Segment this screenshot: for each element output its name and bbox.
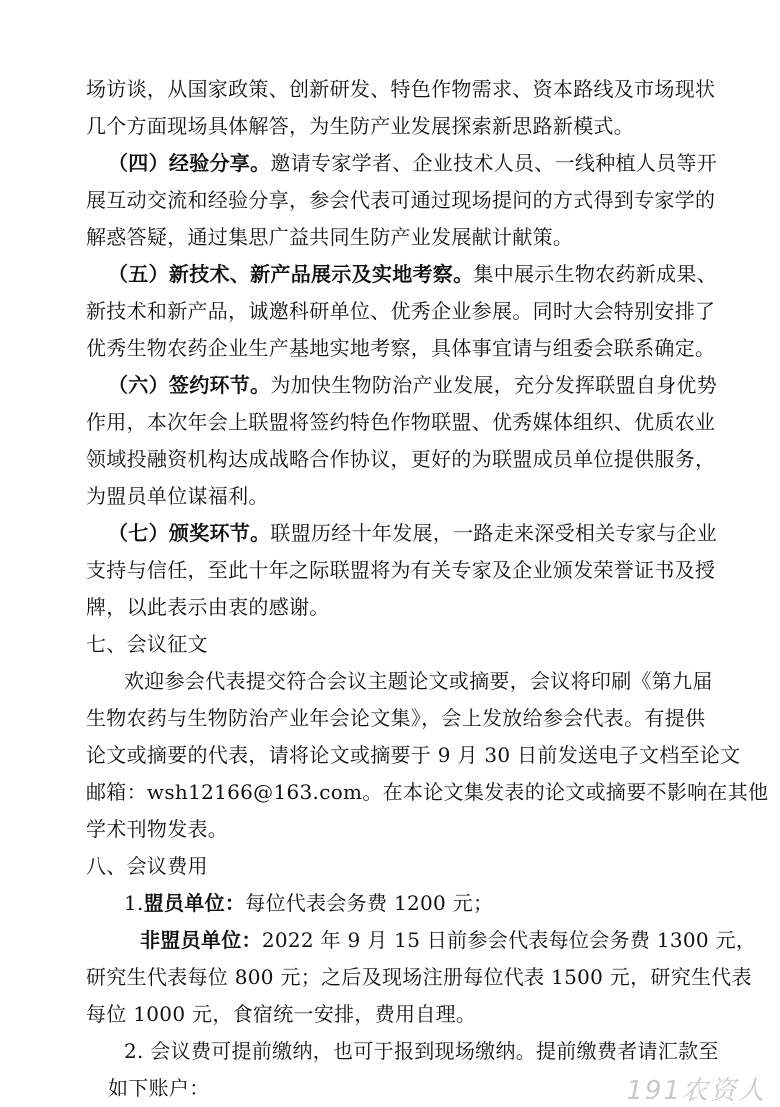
chapter-heading-seven: 七、会议征文 bbox=[86, 632, 208, 656]
paragraph-line: 优秀生物农药企业生产基地实地考察，具体事宜请与组委会联系确定。 bbox=[86, 336, 716, 360]
paragraph-line: 研究生代表每位 800 元；之后及现场注册每位代表 1500 元，研究生代表 bbox=[86, 965, 752, 989]
paragraph-line: 邮箱：wsh12166@163.com。在本论文集发表的论文或摘要不影响在其他 bbox=[86, 780, 769, 804]
paragraph-line: 场访谈，从国家政策、创新研发、特色作物需求、资本路线及市场现状 bbox=[86, 77, 716, 101]
chapter-heading-eight: 八、会议费用 bbox=[86, 854, 208, 878]
section-four-heading-line: （四）经验分享。邀请专家学者、企业技术人员、一线种植人员等开 bbox=[108, 151, 718, 175]
paragraph-line: 几个方面现场具体解答，为生防产业发展探索新思路新模式。 bbox=[86, 114, 635, 138]
section-six-heading-line: （六）签约环节。为加快生物防治产业发展，充分发挥联盟自身优势 bbox=[108, 373, 718, 397]
non-member-fee-line: 非盟员单位：2022 年 9 月 15 日前参会代表每位会务费 1300 元， bbox=[140, 928, 757, 952]
section-seven-title: （七）颁奖环节。 bbox=[108, 521, 271, 545]
paragraph-line: 每位 1000 元，食宿统一安排，费用自理。 bbox=[86, 1002, 477, 1026]
watermark-logo: 191农资人 bbox=[626, 1076, 766, 1106]
paragraph-line: 支持与信任，至此十年之际联盟将为有关专家及企业颁发荣誉证书及授 bbox=[86, 558, 716, 582]
paragraph-line: 学术刊物发表。 bbox=[86, 817, 229, 841]
paragraph-line: 新技术和新产品，诚邀科研单位、优秀企业参展。同时大会特别安排了 bbox=[86, 299, 716, 323]
section-seven-heading-line: （七）颁奖环节。联盟历经十年发展，一路走来深受相关专家与企业 bbox=[108, 521, 718, 545]
member-fee-line: 1.盟员单位：每位代表会务费 1200 元； bbox=[124, 891, 494, 915]
paragraph-line: 论文或摘要的代表，请将论文或摘要于 9 月 30 日前发送电子文档至论文 bbox=[86, 743, 741, 767]
paragraph-line: 欢迎参会代表提交符合会议主题论文或摘要，会议将印刷《第九届 bbox=[124, 669, 713, 693]
paragraph-line: 生物农药与生物防治产业年会论文集》，会上发放给参会代表。有提供 bbox=[86, 706, 706, 730]
payment-line: 2. 会议费可提前缴纳，也可于报到现场缴纳。提前缴费者请汇款至 bbox=[124, 1039, 719, 1063]
section-five-title: （五）新技术、新产品展示及实地考察。 bbox=[108, 262, 474, 286]
paragraph-line: 作用，本次年会上联盟将签约特色作物联盟、优秀媒体组织、优质农业 bbox=[86, 410, 716, 434]
paragraph-line: 领域投融资机构达成战略合作协议，更好的为联盟成员单位提供服务， bbox=[86, 447, 716, 471]
payment-line: 如下账户： bbox=[108, 1076, 210, 1100]
paragraph-line: 展互动交流和经验分享，参会代表可通过现场提问的方式得到专家学的 bbox=[86, 188, 716, 212]
section-five-heading-line: （五）新技术、新产品展示及实地考察。集中展示生物农药新成果、 bbox=[108, 262, 718, 286]
member-unit-label: 盟员单位： bbox=[143, 891, 246, 915]
section-six-title: （六）签约环节。 bbox=[108, 373, 271, 397]
paragraph-line: 牌，以此表示由衷的感谢。 bbox=[86, 595, 330, 619]
paragraph-line: 解惑答疑，通过集思广益共同生防产业发展献计献策。 bbox=[86, 225, 574, 249]
non-member-unit-label: 非盟员单位： bbox=[140, 928, 262, 952]
section-four-title: （四）经验分享。 bbox=[108, 151, 271, 175]
paragraph-line: 为盟员单位谋福利。 bbox=[86, 484, 269, 508]
